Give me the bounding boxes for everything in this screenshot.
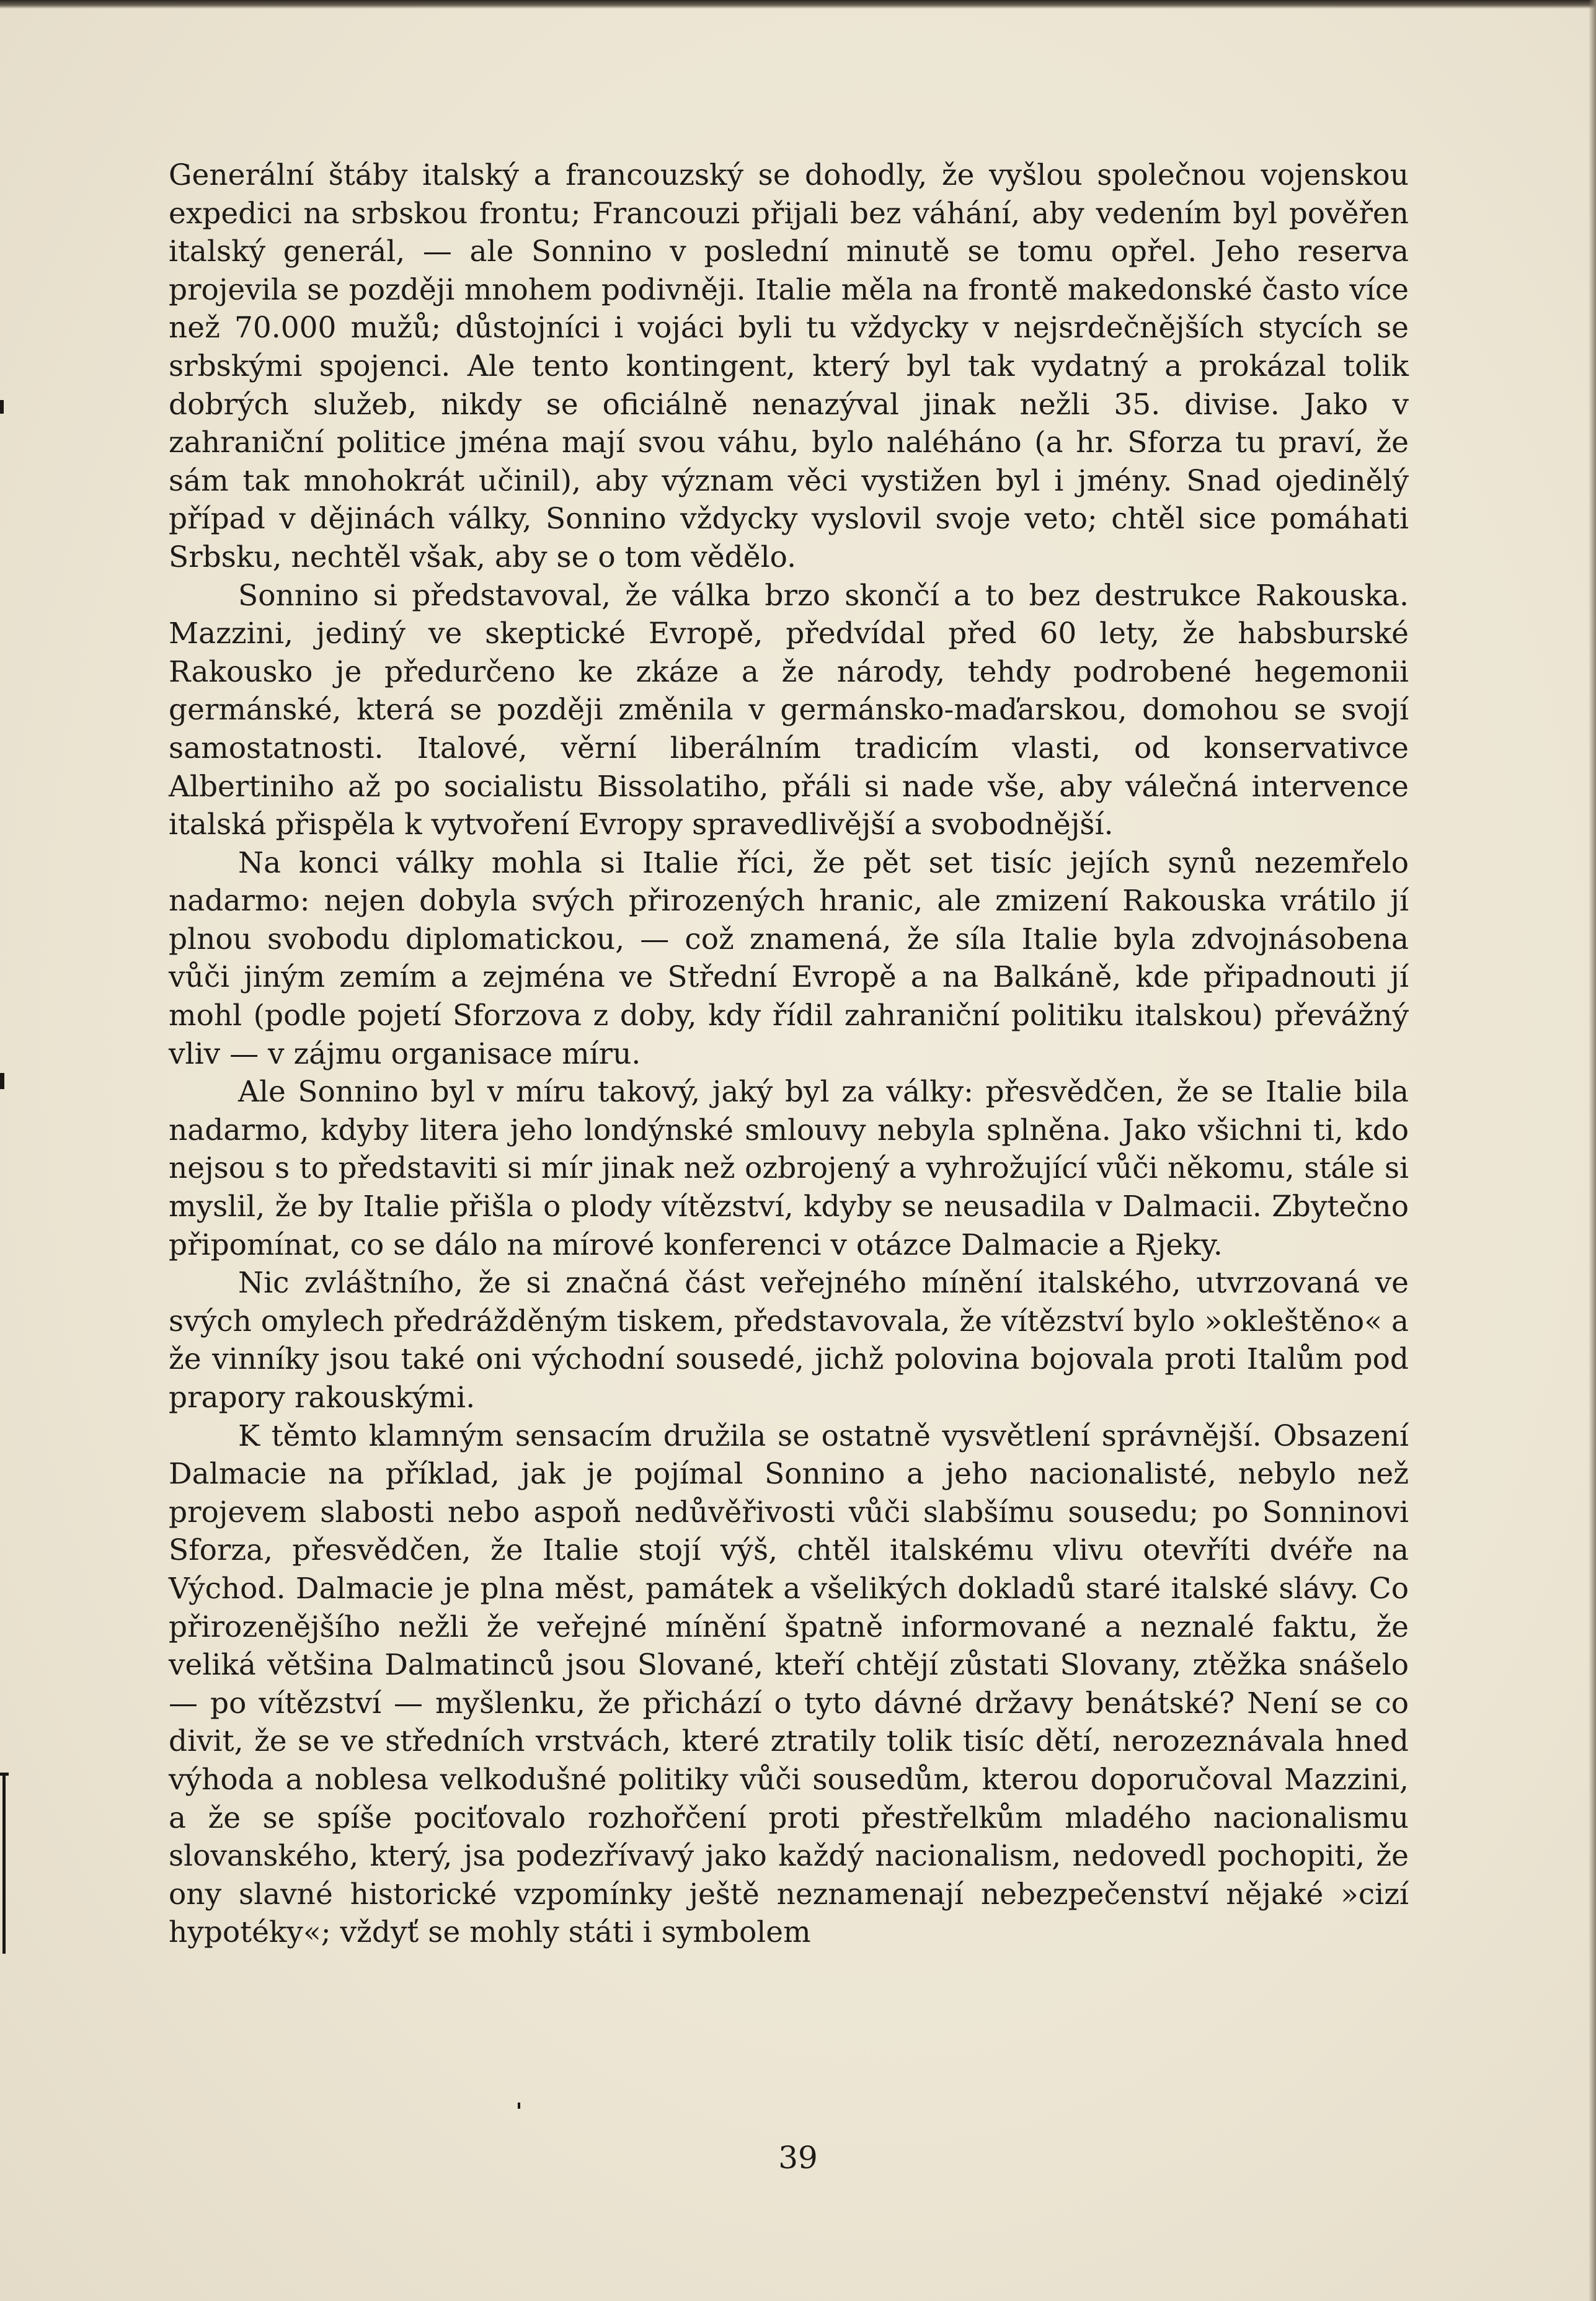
page-number: 39 (778, 2140, 818, 2176)
paragraph: Generální štáby italský a francouzský se dohodly, že vyšlou společnou vojenskou expedici na srbskou frontu; Francouzi přijali bez váhání, aby vedením byl pověřen italský generál, — ale Sonnino v poslední minutě se tomu opřel. Jeho reserva projevila se později mnohem podivněji. Italie měla na frontě makedonské často více než 70.000 mužů; důstojníci i vojáci byli tu vždycky v nejsrdečnějších stycích se srbskými spojenci. Ale tento kontingent, který byl tak vydatný a prokázal tolik dobrých služeb, nikdy se oficiálně nenazýval jinak nežli 35. divise. Jako v zahraniční politice jména mají svou váhu, bylo naléháno (a hr. Sforza tu praví, že sám tak mnohokrát učinil), aby význam věci vystižen byl i jmény. Snad ojedinělý případ v dějinách války, Sonnino vždycky vyslovil svoje veto; chtěl sice pomáhati Srbsku, nechtěl však, aby se o tom vědělo. (169, 158, 1409, 574)
margin-mark (0, 1073, 4, 1089)
paragraph: Sonnino si představoval, že válka brzo skončí a to bez destrukce Rakouska. Mazzini, jediný ve skeptické Evropě, předvídal před 60 lety, že habsburské Rakousko je předurčeno ke zkáze a že národy, tehdy podrobené hegemonii germánské, která se později změnila v germánsko-maďarskou, domohou se svojí samostatnosti. Italové, věrní liberálním tradicím vlasti, od konservativce Albertiniho až po socialistu Bissolatiho, přáli si nade vše, aby válečná intervence italská přispěla k vytvoření Evropy spravedlivější a svobodnější. (169, 578, 1409, 842)
scan-edge-right (1589, 0, 1596, 2301)
margin-bracket-mark (2, 1774, 6, 1954)
paragraph: Na konci války mohla si Italie říci, že pět set tisíc jejích synů nezemřelo nadarmo: nejen dobyla svých přirozených hranic, ale zmizení Rakouska vrátilo jí plnou svobodu diplomatickou, — což znamená, že síla Italie byla zdvojnásobena vůči jiným zemím a zejména ve Střední Evropě a na Balkáně, kde připadnouti jí mohl (podle pojetí Sforzova z doby, kdy řídil zahraniční politiku italskou) převážný vliv — v zájmu organisace míru. (169, 845, 1409, 1071)
ink-speck (518, 2103, 520, 2109)
paragraph: Nic zvláštního, že si značná část veřejného mínění italského, utvrzovaná ve svých omylech předrážděným tiskem, představovala, že vítězství bylo »okleštěno« a že vinníky jsou také oni východní sousedé, jichž polovina bojovala proti Italům pod prapory rakouskými. (169, 1266, 1409, 1415)
paragraph: Ale Sonnino byl v míru takový, jaký byl za války: přesvědčen, že se Italie bila nadarmo, kdyby litera jeho londýnské smlouvy nebyla splněna. Jako všichni ti, kdo nejsou s to představiti si mír jinak než ozbrojený a vyhrožující vůči někomu, stále si myslil, že by Italie přišla o plody vítězství, kdyby se neusadila v Dalmacii. Zbytečno připomínat, co se dálo na mírové konferenci v otázce Dalmacie a Rjeky. (169, 1075, 1409, 1262)
scan-edge-top (0, 0, 1596, 9)
paragraph: K těmto klamným sensacím družila se ostatně vysvětlení správnější. Obsazení Dalmacie na příklad, jak je pojímal Sonnino a jeho nacionalisté, nebylo než projevem slabosti nebo aspoň nedůvěřivosti vůči slabšímu sousedu; po Sonninovi Sforza, přesvědčen, že Italie stojí výš, chtěl italskému vlivu otevříti dvéře na Východ. Dalmacie je plna měst, památek a všelikých dokladů staré italské slávy. Co přirozenějšího nežli že veřejné mínění špatně informované a neznalé faktu, že veliká většina Dalmatinců jsou Slované, kteří chtějí zůstati Slovany, ztěžka snášelo — po vítězství — myšlenku, že přichází o tyto dávné državy benátské? Není se co divit, že se ve středních vrstvách, které ztratily tolik tisíc dětí, nerozeznávala hned výhoda a noblesa velkodušné politiky vůči sousedům, kterou doporučoval Mazzini, a že se spíše pociťovalo rozhořčení proti přestřelkům mladého nacionalismu slovanského, který, jsa podezřívavý jako každý nacionalism, nedovedl pochopiti, že ony slavné historické vzpomínky ještě neznamenají nebezpečenství nějaké »cizí hypotéky«; vždyť se mohly státi i symbolem (169, 1418, 1409, 1950)
body-text (169, 156, 1409, 1952)
margin-mark (0, 400, 4, 414)
margin-bracket-mark (0, 1773, 9, 1776)
